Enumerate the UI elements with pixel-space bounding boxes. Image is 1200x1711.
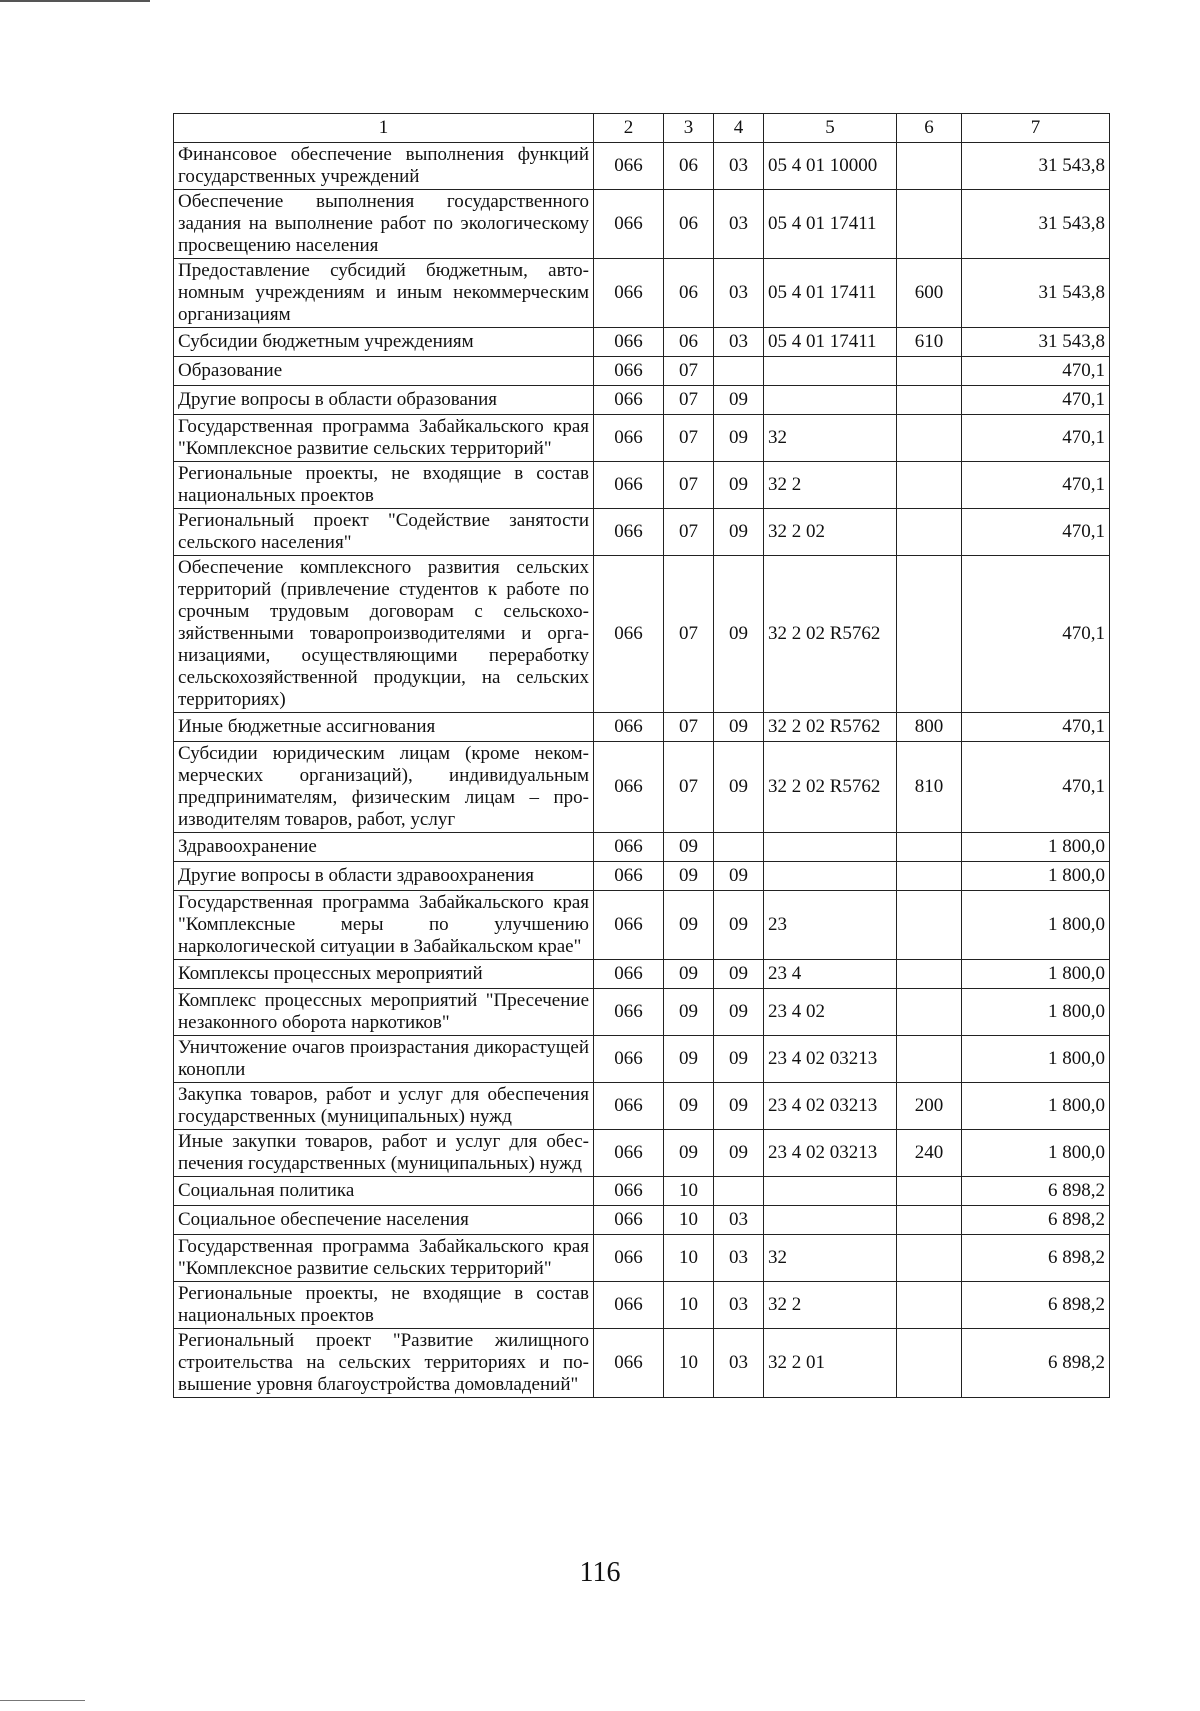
target-article-cell: 32 (764, 415, 897, 462)
expense-type-cell (897, 1206, 962, 1235)
ved-code-cell: 066 (594, 328, 664, 357)
target-article-cell: 23 (764, 891, 897, 960)
table-row (174, 742, 1110, 833)
table-row (174, 989, 1110, 1036)
target-article-cell: 32 2 02 R5762 (764, 556, 897, 713)
row-name-cell: Обеспечение выполнения государственного задания на выполнение работ по экологическому просвещению населения (174, 190, 594, 259)
subsection-code-cell: 03 (714, 143, 764, 190)
section-code-cell: 06 (664, 328, 714, 357)
table-row (174, 386, 1110, 415)
amount-cell: 1 800,0 (962, 1130, 1110, 1177)
target-article-cell (764, 386, 897, 415)
amount-cell: 1 800,0 (962, 960, 1110, 989)
ved-code-cell: 066 (594, 713, 664, 742)
row-name-cell: Государственная программа Забайкальского края "Комплексное развитие сельских территорий" (174, 415, 594, 462)
row-name-cell: Региональные проекты, не входящие в состав национальных проектов (174, 1282, 594, 1329)
ved-code-cell: 066 (594, 357, 664, 386)
scan-edge-mark (0, 0, 150, 6)
amount-cell: 470,1 (962, 462, 1110, 509)
section-code-cell: 09 (664, 891, 714, 960)
amount-cell: 1 800,0 (962, 989, 1110, 1036)
amount-cell: 470,1 (962, 556, 1110, 713)
subsection-code-cell: 03 (714, 1235, 764, 1282)
table-row (174, 1130, 1110, 1177)
ved-code-cell: 066 (594, 1177, 664, 1206)
expense-type-cell: 810 (897, 742, 962, 833)
ved-code-cell: 066 (594, 1329, 664, 1398)
row-name-cell: Уничтожение очагов произрастания дикорастущей конопли (174, 1036, 594, 1083)
ved-code-cell: 066 (594, 1130, 664, 1177)
amount-cell: 6 898,2 (962, 1329, 1110, 1398)
expense-type-cell (897, 862, 962, 891)
ved-code-cell: 066 (594, 989, 664, 1036)
amount-cell: 6 898,2 (962, 1235, 1110, 1282)
section-code-cell: 07 (664, 415, 714, 462)
expense-type-cell: 200 (897, 1083, 962, 1130)
target-article-cell: 32 2 01 (764, 1329, 897, 1398)
ved-code-cell: 066 (594, 143, 664, 190)
row-name-cell: Другие вопросы в области образования (174, 386, 594, 415)
section-code-cell: 09 (664, 833, 714, 862)
section-code-cell: 09 (664, 862, 714, 891)
expense-type-cell (897, 190, 962, 259)
subsection-code-cell (714, 357, 764, 386)
target-article-cell: 05 4 01 10000 (764, 143, 897, 190)
section-code-cell: 10 (664, 1177, 714, 1206)
target-article-cell: 23 4 02 03213 (764, 1130, 897, 1177)
amount-cell: 1 800,0 (962, 1083, 1110, 1130)
ved-code-cell: 066 (594, 462, 664, 509)
subsection-code-cell (714, 1177, 764, 1206)
subsection-code-cell: 09 (714, 462, 764, 509)
expense-type-cell (897, 1177, 962, 1206)
column-header-1: 1 (174, 114, 594, 143)
row-name-cell: Социальная политика (174, 1177, 594, 1206)
section-code-cell: 07 (664, 742, 714, 833)
column-header-5: 5 (764, 114, 897, 143)
section-code-cell: 10 (664, 1282, 714, 1329)
column-header-6: 6 (897, 114, 962, 143)
subsection-code-cell: 03 (714, 259, 764, 328)
target-article-cell: 32 (764, 1235, 897, 1282)
row-name-cell: Государственная программа Забайкальского края "Комплексное развитие сельских территорий" (174, 1235, 594, 1282)
subsection-code-cell: 03 (714, 1206, 764, 1235)
table-row (174, 1235, 1110, 1282)
amount-cell: 470,1 (962, 386, 1110, 415)
target-article-cell: 32 2 (764, 1282, 897, 1329)
amount-cell: 1 800,0 (962, 833, 1110, 862)
subsection-code-cell: 09 (714, 1130, 764, 1177)
row-name-cell: Социальное обеспечение населения (174, 1206, 594, 1235)
ved-code-cell: 066 (594, 386, 664, 415)
row-name-cell: Образование (174, 357, 594, 386)
table-header (174, 114, 1110, 143)
subsection-code-cell: 03 (714, 1329, 764, 1398)
amount-cell: 1 800,0 (962, 1036, 1110, 1083)
amount-cell: 470,1 (962, 713, 1110, 742)
subsection-code-cell: 03 (714, 190, 764, 259)
row-name-cell: Субсидии бюджетным учреждениям (174, 328, 594, 357)
table-row (174, 509, 1110, 556)
ved-code-cell: 066 (594, 862, 664, 891)
amount-cell: 470,1 (962, 357, 1110, 386)
ved-code-cell: 066 (594, 960, 664, 989)
expense-type-cell (897, 989, 962, 1036)
table-row (174, 713, 1110, 742)
ved-code-cell: 066 (594, 509, 664, 556)
ved-code-cell: 066 (594, 415, 664, 462)
section-code-cell: 10 (664, 1329, 714, 1398)
amount-cell: 6 898,2 (962, 1177, 1110, 1206)
expense-type-cell (897, 1036, 962, 1083)
column-header-4: 4 (714, 114, 764, 143)
expense-type-cell (897, 1235, 962, 1282)
target-article-cell: 23 4 02 03213 (764, 1083, 897, 1130)
amount-cell: 31 543,8 (962, 328, 1110, 357)
table-row (174, 833, 1110, 862)
row-name-cell: Обеспечение комплексного развития сельских территорий (привлечение студентов к работе по срочным трудовым договорам с сельскохозяйственными товаропроизводителями и организациями, осуществляющими переработку сельскохозяйственной продукции, на сельских территориях) (174, 556, 594, 713)
subsection-code-cell: 09 (714, 386, 764, 415)
amount-cell: 1 800,0 (962, 862, 1110, 891)
row-name-cell: Субсидии юридическим лицам (кроме некоммерческих организаций), индивидуальным предпринимателям, физическим лицам – производителям товаров, работ, услуг (174, 742, 594, 833)
target-article-cell: 23 4 02 (764, 989, 897, 1036)
ved-code-cell: 066 (594, 1036, 664, 1083)
row-name-cell: Комплекс процессных мероприятий "Пресечение незаконного оборота наркотиков" (174, 989, 594, 1036)
expense-type-cell (897, 891, 962, 960)
section-code-cell: 07 (664, 509, 714, 556)
section-code-cell: 07 (664, 386, 714, 415)
table-row (174, 143, 1110, 190)
subsection-code-cell: 09 (714, 1036, 764, 1083)
expense-type-cell (897, 960, 962, 989)
ved-code-cell: 066 (594, 190, 664, 259)
target-article-cell (764, 357, 897, 386)
target-article-cell: 05 4 01 17411 (764, 328, 897, 357)
budget-table (173, 113, 1110, 1398)
amount-cell: 31 543,8 (962, 143, 1110, 190)
section-code-cell: 10 (664, 1235, 714, 1282)
target-article-cell: 23 4 02 03213 (764, 1036, 897, 1083)
amount-cell: 1 800,0 (962, 891, 1110, 960)
subsection-code-cell: 09 (714, 509, 764, 556)
section-code-cell: 09 (664, 989, 714, 1036)
subsection-code-cell: 09 (714, 862, 764, 891)
target-article-cell: 32 2 02 R5762 (764, 742, 897, 833)
scan-edge-mark (0, 1700, 85, 1703)
subsection-code-cell: 03 (714, 328, 764, 357)
header-row (174, 114, 1110, 143)
row-name-cell: Иные закупки товаров, работ и услуг для обеспечения государственных (муниципальных) нужд (174, 1130, 594, 1177)
table-row (174, 328, 1110, 357)
amount-cell: 470,1 (962, 509, 1110, 556)
row-name-cell: Региональный проект "Развитие жилищного строительства на сельских территориях и повышение уровня благоустройства домовладений" (174, 1329, 594, 1398)
page-number: 116 (579, 1557, 621, 1588)
ved-code-cell: 066 (594, 833, 664, 862)
subsection-code-cell (714, 833, 764, 862)
subsection-code-cell: 09 (714, 415, 764, 462)
section-code-cell: 09 (664, 1036, 714, 1083)
row-name-cell: Региональный проект "Содействие занятости сельского населения" (174, 509, 594, 556)
section-code-cell: 07 (664, 556, 714, 713)
target-article-cell (764, 833, 897, 862)
table-row (174, 960, 1110, 989)
table-row (174, 556, 1110, 713)
target-article-cell: 32 2 (764, 462, 897, 509)
column-header-7: 7 (962, 114, 1110, 143)
ved-code-cell: 066 (594, 1206, 664, 1235)
ved-code-cell: 066 (594, 742, 664, 833)
expense-type-cell (897, 1329, 962, 1398)
table-row (174, 259, 1110, 328)
expense-type-cell: 800 (897, 713, 962, 742)
target-article-cell: 32 2 02 R5762 (764, 713, 897, 742)
target-article-cell (764, 862, 897, 891)
section-code-cell: 07 (664, 357, 714, 386)
subsection-code-cell: 03 (714, 1282, 764, 1329)
section-code-cell: 06 (664, 143, 714, 190)
table-row (174, 1329, 1110, 1398)
row-name-cell: Региональные проекты, не входящие в состав национальных проектов (174, 462, 594, 509)
section-code-cell: 06 (664, 190, 714, 259)
row-name-cell: Финансовое обеспечение выполнения функций государственных учреждений (174, 143, 594, 190)
ved-code-cell: 066 (594, 891, 664, 960)
expense-type-cell (897, 462, 962, 509)
table-row (174, 891, 1110, 960)
table-row (174, 357, 1110, 386)
ved-code-cell: 066 (594, 1083, 664, 1130)
ved-code-cell: 066 (594, 1282, 664, 1329)
expense-type-cell (897, 415, 962, 462)
column-header-2: 2 (594, 114, 664, 143)
target-article-cell: 32 2 02 (764, 509, 897, 556)
subsection-code-cell: 09 (714, 556, 764, 713)
expense-type-cell (897, 556, 962, 713)
table-row (174, 462, 1110, 509)
table-row (174, 1036, 1110, 1083)
expense-type-cell (897, 386, 962, 415)
subsection-code-cell: 09 (714, 713, 764, 742)
table-row (174, 1177, 1110, 1206)
expense-type-cell (897, 833, 962, 862)
subsection-code-cell: 09 (714, 1083, 764, 1130)
section-code-cell: 07 (664, 462, 714, 509)
subsection-code-cell: 09 (714, 891, 764, 960)
row-name-cell: Государственная программа Забайкальского края "Комплексные меры по улучшению наркологической ситуации в Забайкальском крае" (174, 891, 594, 960)
target-article-cell: 05 4 01 17411 (764, 190, 897, 259)
section-code-cell: 06 (664, 259, 714, 328)
section-code-cell: 09 (664, 960, 714, 989)
expense-type-cell (897, 357, 962, 386)
expense-type-cell (897, 509, 962, 556)
section-code-cell: 07 (664, 713, 714, 742)
target-article-cell: 23 4 (764, 960, 897, 989)
section-code-cell: 09 (664, 1130, 714, 1177)
row-name-cell: Здравоохранение (174, 833, 594, 862)
amount-cell: 6 898,2 (962, 1282, 1110, 1329)
column-header-3: 3 (664, 114, 714, 143)
table-row (174, 415, 1110, 462)
row-name-cell: Комплексы процессных мероприятий (174, 960, 594, 989)
amount-cell: 470,1 (962, 415, 1110, 462)
target-article-cell (764, 1206, 897, 1235)
subsection-code-cell: 09 (714, 989, 764, 1036)
section-code-cell: 10 (664, 1206, 714, 1235)
table-row (174, 862, 1110, 891)
target-article-cell: 05 4 01 17411 (764, 259, 897, 328)
ved-code-cell: 066 (594, 1235, 664, 1282)
target-article-cell (764, 1177, 897, 1206)
row-name-cell: Закупка товаров, работ и услуг для обеспечения государственных (муниципальных) нужд (174, 1083, 594, 1130)
expense-type-cell: 600 (897, 259, 962, 328)
table-row (174, 1206, 1110, 1235)
expense-type-cell: 610 (897, 328, 962, 357)
row-name-cell: Предоставление субсидий бюджетным, автономным учреждениям и иным некоммерческим организациям (174, 259, 594, 328)
row-name-cell: Другие вопросы в области здравоохранения (174, 862, 594, 891)
table-row (174, 1083, 1110, 1130)
amount-cell: 31 543,8 (962, 259, 1110, 328)
expense-type-cell (897, 143, 962, 190)
ved-code-cell: 066 (594, 556, 664, 713)
section-code-cell: 09 (664, 1083, 714, 1130)
amount-cell: 470,1 (962, 742, 1110, 833)
amount-cell: 6 898,2 (962, 1206, 1110, 1235)
table-body (174, 143, 1110, 1398)
subsection-code-cell: 09 (714, 960, 764, 989)
amount-cell: 31 543,8 (962, 190, 1110, 259)
row-name-cell: Иные бюджетные ассигнования (174, 713, 594, 742)
table-row (174, 190, 1110, 259)
subsection-code-cell: 09 (714, 742, 764, 833)
table-row (174, 1282, 1110, 1329)
ved-code-cell: 066 (594, 259, 664, 328)
expense-type-cell: 240 (897, 1130, 962, 1177)
expense-type-cell (897, 1282, 962, 1329)
